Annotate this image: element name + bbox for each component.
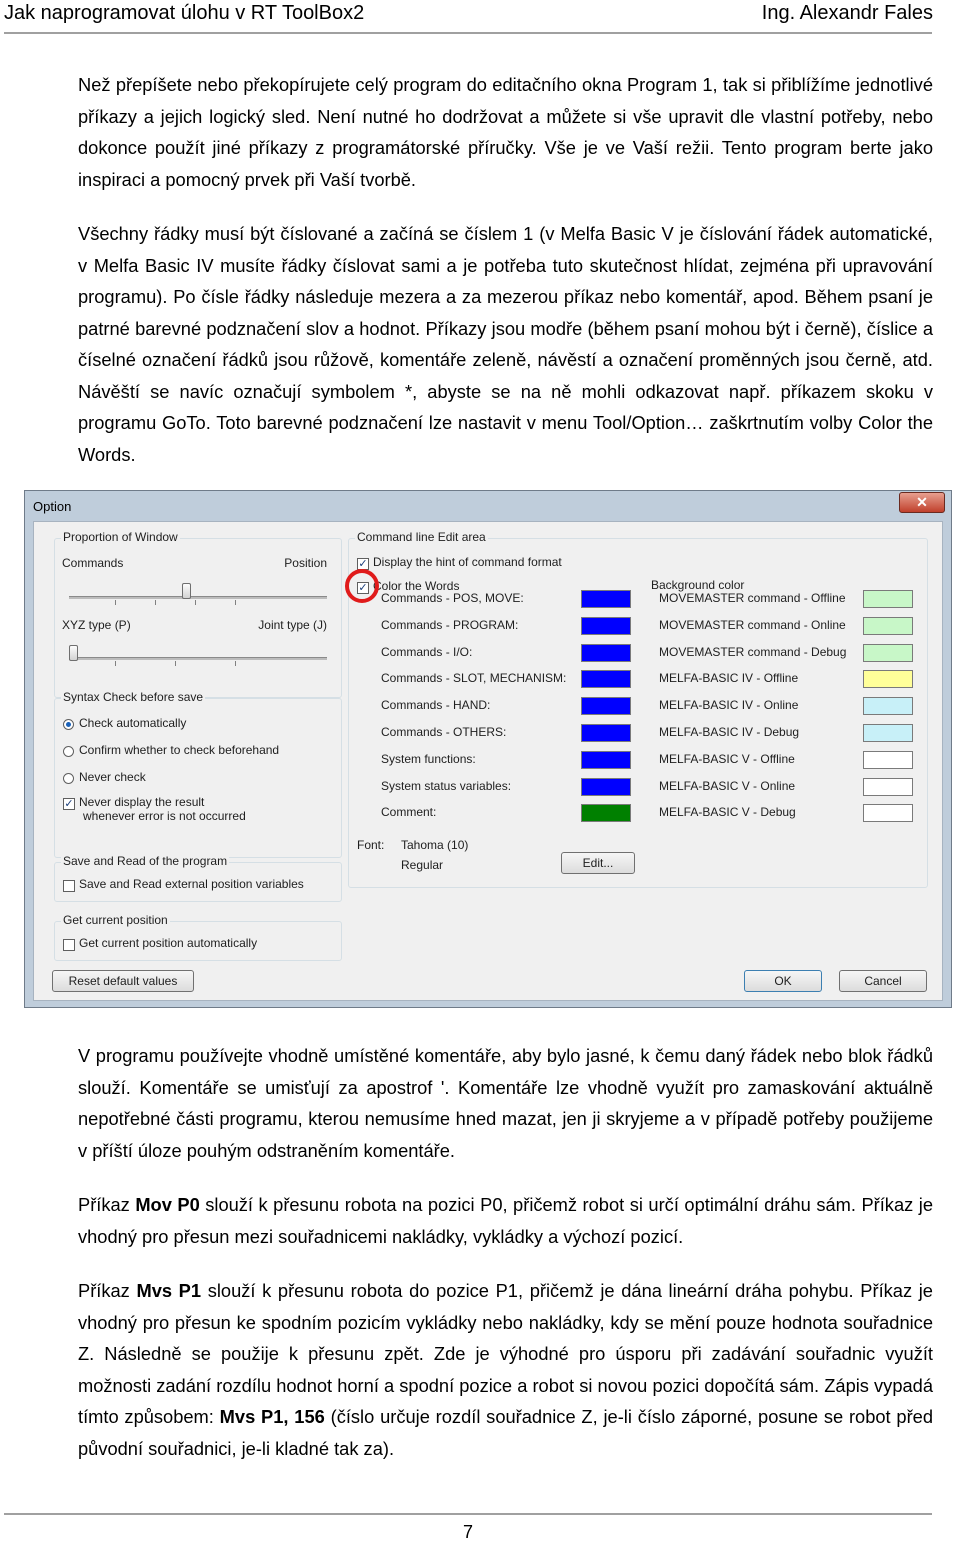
- proportion-slider-thumb[interactable]: [182, 583, 191, 599]
- color-swatch[interactable]: [581, 590, 631, 608]
- save-read-title: Save and Read of the program: [63, 854, 228, 868]
- background-color-label: MELFA-BASIC IV - Offline: [659, 671, 799, 686]
- color-swatch[interactable]: [581, 778, 631, 796]
- color-swatch[interactable]: [581, 751, 631, 769]
- font-style: Regular: [401, 858, 444, 872]
- syntax-color-label: Commands - OTHERS:: [381, 725, 507, 739]
- type-slider-track[interactable]: [69, 657, 327, 660]
- syntax-color-label: Commands - POS, MOVE:: [381, 591, 524, 605]
- background-swatch[interactable]: [863, 778, 913, 796]
- background-color-label: MELFA-BASIC V - Debug: [659, 805, 796, 820]
- background-color-label: MOVEMASTER command - Offline: [659, 591, 846, 605]
- p5-command: Mvs P1: [136, 1280, 202, 1301]
- syntax-title: Syntax Check before save: [63, 690, 204, 704]
- syntax-group: [54, 690, 342, 858]
- background-swatch[interactable]: [863, 751, 913, 769]
- slider-tick: [175, 661, 176, 666]
- background-color-label: MELFA-BASIC V - Offline: [659, 751, 795, 766]
- never-display-label-2: whenever error is not occurred: [83, 809, 246, 823]
- header-rule: [4, 32, 932, 34]
- proportion-slider-track[interactable]: [69, 596, 327, 599]
- syntax-color-label: Commands - PROGRAM:: [381, 617, 519, 632]
- paragraph-4: [78, 1189, 933, 1252]
- page-number: 7: [462, 1522, 473, 1542]
- syntax-color-label: System status variables:: [381, 778, 512, 793]
- get-position-group: [54, 913, 342, 961]
- position-label: Position: [284, 556, 327, 570]
- p5-command-example: Mvs P1, 156: [219, 1406, 325, 1427]
- color-swatch[interactable]: [581, 670, 631, 688]
- slider-tick: [235, 600, 236, 605]
- background-color-label: MELFA-BASIC V - Online: [659, 778, 796, 793]
- slider-tick: [195, 600, 196, 605]
- xyz-label: XYZ type (P): [62, 618, 131, 632]
- confirm-radio[interactable]: [63, 746, 74, 757]
- never-display-label: Never display the result: [79, 795, 205, 809]
- color-swatch[interactable]: [581, 804, 631, 822]
- save-read-checkbox[interactable]: [63, 880, 75, 892]
- p4-command: Mov P0: [135, 1194, 200, 1215]
- paragraph-5: [78, 1275, 933, 1464]
- proportion-title: Proportion of Window: [63, 530, 178, 544]
- background-swatch[interactable]: [863, 644, 913, 662]
- background-color-label: MELFA-BASIC IV - Online: [659, 698, 799, 713]
- get-position-title: Get current position: [63, 913, 168, 927]
- hint-label: Display the hint of command format: [373, 555, 562, 569]
- commands-label: Commands: [62, 556, 124, 570]
- background-swatch[interactable]: [863, 724, 913, 742]
- background-color-title: Background color: [651, 578, 745, 592]
- cmdline-title: Command line Edit area: [357, 530, 486, 544]
- color-words-label: Color the Words: [373, 579, 460, 593]
- close-icon[interactable]: ✕: [899, 492, 945, 513]
- never-check-radio[interactable]: [63, 773, 74, 784]
- slider-tick: [155, 600, 156, 605]
- never-check-label: Never check: [79, 770, 146, 784]
- font-name: Tahoma (10): [401, 838, 469, 852]
- color-swatch[interactable]: [581, 617, 631, 635]
- cmdline-group: [348, 530, 928, 888]
- slider-tick: [235, 661, 236, 666]
- dialog-client: [33, 521, 943, 1001]
- syntax-color-label: Commands - SLOT, MECHANISM:: [381, 671, 567, 686]
- type-slider-thumb[interactable]: [69, 645, 78, 661]
- p5-text-2: slouží k přesunu robota do pozice P1, přičemž je dána lineární dráha pohybu. Příkaz je vhodný pro přesun ke spodním pozicím vykládky nebo nakládky, kdy se mění pouze hodnota souřadnice Z. Následně se použije k přesunu zpět. Zde je výhodné pro úsporu při zadávání souřadnic využít možnosti zadání rozdílu hodnot horní a spodní pozice a robot si novou pozici dopočítá sám. Zápis vypadá tímto způsobem:: [78, 1280, 933, 1427]
- font-label: Font:: [357, 838, 385, 852]
- reset-default-button[interactable]: Reset default values: [52, 970, 194, 992]
- p4-text-2: slouží k přesunu robota na pozici P0, přičemž robot si určí optimální dráhu sám. Příkaz je vhodný pro přesun mezi souřadnicemi nakládky, vykládky a výchozí pozicí.: [78, 1194, 933, 1247]
- color-words-checkbox[interactable]: ✓: [358, 582, 368, 594]
- background-swatch[interactable]: [863, 617, 913, 635]
- proportion-group: [54, 530, 342, 698]
- background-swatch[interactable]: [863, 804, 913, 822]
- check-automatically-label: Check automatically: [79, 716, 187, 730]
- background-color-label: MOVEMASTER command - Online: [659, 617, 846, 632]
- highlight-circle: [345, 569, 379, 603]
- syntax-color-label: Comment:: [381, 805, 437, 820]
- hint-checkbox[interactable]: ✓: [358, 558, 368, 570]
- paragraph-1: Než přepíšete nebo překopírujete celý program do editačního okna Program 1, tak si přiblížíme jednotlivé příkazy a jejich logický sled. Není nutné ho dodržovat a můžete si vše upravit dle vlastní potřeby, nebo dokonce použít jiné příkazy z programátorské příručky. Vše je ve Vaší režii. Tento program berte jako inspiraci a pomocný prvek při Vaší tvorbě.: [78, 74, 933, 190]
- dialog-title: Option: [33, 499, 72, 514]
- syntax-color-label: Commands - HAND:: [381, 698, 491, 713]
- never-display-checkbox[interactable]: ✓: [64, 798, 74, 810]
- header-author: Ing. Alexandr Fales: [761, 2, 933, 24]
- paragraph-2: Všechny řádky musí být číslované a začíná se číslem 1 (v Melfa Basic V je číslování řádek automatické, v Melfa Basic IV musíte řádky číslovat sami a je potřeba tuto skutečnost hlídat, zejména při upravování programu). Po čísle řádky následuje mezera a za mezerou příkaz nebo komentář, apod. Během psaní je patrné barevné podznačení slov a hodnot. Příkazy jsou modře (během psaní mohou být i černě), číslice a číselné označení řádků jsou růžově, komentáře zeleně, návěstí a označení proměnných jsou černě, atd. Návěští se navíc označují symbolem *, abyste se na ně mohli odkazovat např. příkazem skoku v programu GoTo. Toto barevné podznačení lze nastavit v menu Tool/Option… zaškrtnutím volby Color the Words.: [78, 223, 933, 465]
- p5-text-3: (číslo určuje rozdíl souřadnice Z, je-li číslo záporné, posune se robot před původní souřadnici, je-li kladné tak za).: [78, 1406, 934, 1459]
- background-color-label: MELFA-BASIC IV - Debug: [659, 725, 800, 739]
- footer-rule: [4, 1513, 932, 1515]
- color-swatch[interactable]: [581, 697, 631, 715]
- ok-button[interactable]: OK: [744, 970, 822, 992]
- background-swatch[interactable]: [863, 590, 913, 608]
- page-header: [0, 0, 960, 34]
- get-position-checkbox[interactable]: [63, 939, 75, 951]
- get-position-label: Get current position automatically: [79, 936, 258, 950]
- joint-label: Joint type (J): [258, 618, 327, 632]
- background-color-label: MOVEMASTER command - Debug: [659, 644, 847, 659]
- header-title: Jak naprogramovat úlohu v RT ToolBox2: [4, 2, 365, 24]
- paragraph-3: V programu používejte vhodně umístěné komentáře, aby bylo jasné, k čemu daný řádek nebo blok řádků slouží. Komentáře se umisťují za apostrof '. Komentáře lze vhodně využít pro zamaskování aktuálně nepotřebné části programu, kterou nemusíme hned mazat, jen ji skryjeme a v případě potřeby použijeme v příští úloze pouhým odstraněním komentáře.: [78, 1045, 933, 1161]
- confirm-label: Confirm whether to check beforehand: [79, 743, 280, 757]
- edit-font-button[interactable]: Edit...: [561, 852, 635, 874]
- syntax-color-label: System functions:: [381, 751, 476, 766]
- color-swatch[interactable]: [581, 644, 631, 662]
- p5-text-1: Příkaz: [78, 1280, 137, 1301]
- p4-text-1: Příkaz: [78, 1194, 136, 1215]
- check-automatically-radio[interactable]: [63, 719, 74, 730]
- background-swatch[interactable]: [863, 697, 913, 715]
- slider-tick: [115, 600, 116, 605]
- syntax-color-label: Commands - I/O:: [381, 644, 473, 659]
- background-swatch[interactable]: [863, 670, 913, 688]
- option-dialog: [24, 490, 952, 1008]
- slider-tick: [115, 661, 116, 666]
- save-read-label: Save and Read external position variables: [79, 877, 304, 891]
- save-read-group: [54, 854, 342, 902]
- color-swatch[interactable]: [581, 724, 631, 742]
- cancel-button[interactable]: Cancel: [839, 970, 927, 992]
